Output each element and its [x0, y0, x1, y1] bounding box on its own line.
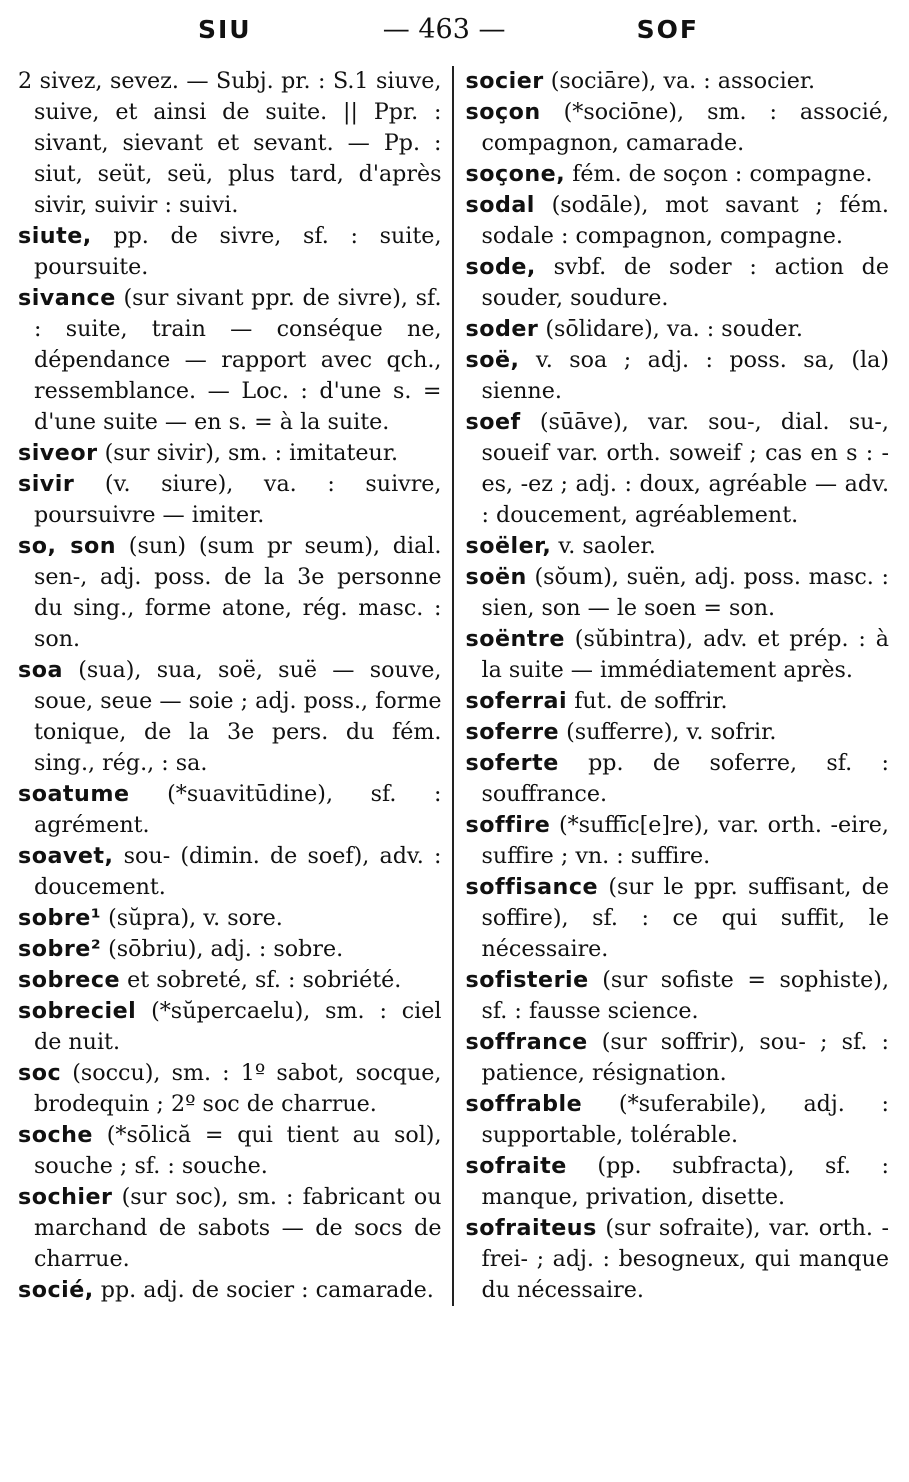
dictionary-entry: [466, 1151, 890, 1213]
entry-headword: soef: [465, 409, 521, 435]
entry-definition: (*sōlică = qui tient au sol), souche ; sf. : souche.: [34, 1122, 442, 1179]
entry-headword: sochier: [18, 1184, 113, 1210]
entry-definition: (sur sivir), sm. : imitateur.: [104, 440, 399, 466]
entry-headword: soder: [465, 316, 539, 342]
right-column: [452, 66, 890, 1306]
left-column: [18, 66, 452, 1306]
entry-definition: 2 sivez, sevez. — Subj. pr. : S.1 siuve, suive, et ainsi de suite. || Ppr. : sivant, sievant et sevant. — Pp. : siut, seüt, seü, plus tard, d'après sivir, suivir : suivi.: [18, 68, 442, 218]
page-header: [18, 14, 889, 66]
entry-definition: (sufferre), v. sofrir.: [566, 719, 777, 745]
entry-headword: sofisterie: [465, 967, 589, 993]
entry-definition: (*sociōne), sm. : associé, compagnon, camarade.: [481, 99, 889, 156]
dictionary-entry: [466, 965, 890, 1027]
dictionary-entry: [466, 66, 890, 97]
entry-headword: soçone,: [465, 161, 566, 187]
entry-headword: siute,: [18, 223, 92, 249]
entry-headword: soffire: [465, 812, 551, 838]
page-number: — 463 —: [382, 14, 506, 45]
entry-headword: sobre²: [18, 936, 102, 962]
dictionary-entry: [18, 1182, 442, 1275]
dictionary-entry: [466, 872, 890, 965]
entry-definition: (sur sofiste = sophiste), sf. : fausse science.: [481, 967, 889, 1024]
dictionary-entry: [18, 655, 442, 779]
entry-definition: (pp. subfracta), sf. : manque, privation, disette.: [481, 1153, 889, 1210]
dictionary-entry: [466, 407, 890, 531]
entry-definition: (sŭbintra), adv. et prép. : à la suite — immédiatement après.: [481, 626, 889, 683]
entry-headword: sodal: [465, 192, 535, 218]
dictionary-entry: [466, 748, 890, 810]
entry-definition: (sun) (sum pr seum), dial. sen-, adj. poss. de la 3e personne du sing., forme atone, rég. masc. : son.: [34, 533, 442, 652]
dictionary-entry: [466, 1027, 890, 1089]
entry-definition: v. saoler.: [558, 533, 656, 559]
entry-definition: (sur le ppr. suffisant, de soffire), sf. : ce qui suffit, le nécessaire.: [481, 874, 889, 962]
dictionary-entry: [466, 624, 890, 686]
entry-headword: sivance: [18, 285, 116, 311]
entry-definition: (*sŭpercaelu), sm. : ciel de nuit.: [34, 998, 442, 1055]
entry-definition: pp. de soferre, sf. : souffrance.: [481, 750, 889, 807]
entry-headword: soche: [18, 1122, 93, 1148]
entry-definition: (sodāle), mot savant ; fém. sodale : compagnon, compagne.: [481, 192, 889, 249]
dictionary-entry: [18, 996, 442, 1058]
dictionary-entry: [466, 190, 890, 252]
dictionary-entry: [18, 531, 442, 655]
entry-headword: sofraiteus: [465, 1215, 597, 1241]
entry-definition: (sūāve), var. sou-, dial. su-, soueif var. orth. soweif ; cas en s : -es, -ez ; adj. : doux, agréable — adv. : doucement, agréablement.: [481, 409, 889, 528]
entry-definition: et sobreté, sf. : sobriété.: [127, 967, 402, 993]
entry-headword: socier: [465, 68, 544, 94]
dictionary-entry: [466, 531, 890, 562]
entry-columns: [18, 66, 889, 1306]
entry-headword: soçon: [465, 99, 541, 125]
entry-headword: soavet,: [18, 843, 114, 869]
entry-definition: (sur sofraite), var. orth. -frei- ; adj. : besogneux, qui manque du nécessaire.: [481, 1215, 889, 1303]
entry-headword: soffrable: [465, 1091, 583, 1117]
entry-definition: (*suffīc[e]re), var. orth. -eire, suffire ; vn. : suffire.: [481, 812, 889, 869]
dictionary-entry: [18, 1275, 442, 1306]
entry-definition: fut. de soffrir.: [574, 688, 728, 714]
entry-headword: sivir: [18, 471, 75, 497]
entry-definition: v. soa ; adj. : poss. sa, (la) sienne.: [481, 347, 889, 404]
entry-definition: (sŏum), suën, adj. poss. masc. : sien, son — le soen = son.: [481, 564, 889, 621]
dictionary-entry: [466, 562, 890, 624]
entry-headword: soë,: [465, 347, 520, 373]
dictionary-entry: [18, 934, 442, 965]
entry-headword: siveor: [18, 440, 98, 466]
entry-definition: (soccu), sm. : 1º sabot, socque, brodequin ; 2º soc de charrue.: [34, 1060, 442, 1117]
dictionary-entry: [18, 1120, 442, 1182]
entry-headword: sofraite: [465, 1153, 567, 1179]
dictionary-entry: [466, 1089, 890, 1151]
dictionary-entry: [466, 314, 890, 345]
entry-headword: so, son: [18, 533, 117, 559]
dictionary-entry: [18, 66, 442, 221]
entry-definition: pp. de sivre, sf. : suite, poursuite.: [34, 223, 442, 280]
entry-definition: (v. siure), va. : suivre, poursuivre — imiter.: [34, 471, 442, 528]
entry-headword: socié,: [18, 1277, 94, 1303]
entry-headword: soa: [18, 657, 63, 683]
entry-definition: fém. de soçon : compagne.: [572, 161, 873, 187]
entry-headword: soëntre: [465, 626, 565, 652]
entry-headword: sobre¹: [18, 905, 102, 931]
dictionary-entry: [18, 779, 442, 841]
entry-headword: sobrece: [18, 967, 121, 993]
dictionary-entry: [466, 97, 890, 159]
entry-headword: soferte: [465, 750, 559, 776]
entry-definition: (sua), sua, soë, suë — souve, soue, seue — soie ; adj. poss., forme tonique, de la 3e pers. du fém. sing., rég., : sa.: [34, 657, 442, 776]
dictionary-entry: [466, 345, 890, 407]
header-left-guide-word: SIU: [198, 15, 252, 44]
dictionary-entry: [466, 810, 890, 872]
dictionary-entry: [18, 221, 442, 283]
entry-headword: soatume: [18, 781, 130, 807]
entry-definition: (sōlidare), va. : souder.: [545, 316, 803, 342]
dictionary-entry: [18, 841, 442, 903]
dictionary-entry: [18, 903, 442, 934]
entry-headword: soc: [18, 1060, 62, 1086]
dictionary-entry: [466, 159, 890, 190]
entry-headword: sobreciel: [18, 998, 137, 1024]
entry-headword: soferrai: [465, 688, 568, 714]
entry-headword: soën: [465, 564, 527, 590]
entry-definition: (*suavitūdine), sf. : agrément.: [34, 781, 442, 838]
entry-definition: (sur soc), sm. : fabricant ou marchand de sabots — de socs de charrue.: [34, 1184, 442, 1272]
dictionary-entry: [466, 1213, 890, 1306]
entry-definition: (sociāre), va. : associer.: [550, 68, 816, 94]
entry-definition: (sŭpra), v. sore.: [108, 905, 283, 931]
entry-definition: (sur sivant ppr. de sivre), sf. : suite, train — conséque ne, dépendance — rapport avec qch., ressemblance. — Loc. : d'une s. = d'une suite — en s. = à la suite.: [34, 285, 442, 435]
entry-definition: pp. adj. de socier : camarade.: [100, 1277, 434, 1303]
dictionary-entry: [466, 686, 890, 717]
entry-headword: soferre: [465, 719, 560, 745]
entry-definition: (*suferabile), adj. : supportable, tolérable.: [481, 1091, 889, 1148]
header-right-guide-word: SOF: [636, 15, 699, 44]
dictionary-entry: [466, 717, 890, 748]
dictionary-entry: [466, 252, 890, 314]
entry-definition: sou- (dimin. de soef), adv. : doucement.: [34, 843, 442, 900]
entry-definition: (sōbriu), adj. : sobre.: [108, 936, 344, 962]
entry-headword: soëler,: [465, 533, 552, 559]
dictionary-entry: [18, 469, 442, 531]
entry-headword: sode,: [465, 254, 536, 280]
entry-definition: svbf. de soder : action de souder, soudure.: [481, 254, 889, 311]
dictionary-entry: [18, 965, 442, 996]
dictionary-entry: [18, 283, 442, 438]
entry-headword: soffisance: [465, 874, 599, 900]
entry-headword: soffrance: [465, 1029, 588, 1055]
dictionary-entry: [18, 1058, 442, 1120]
entry-definition: (sur soffrir), sou- ; sf. : patience, résignation.: [481, 1029, 889, 1086]
dictionary-entry: [18, 438, 442, 469]
